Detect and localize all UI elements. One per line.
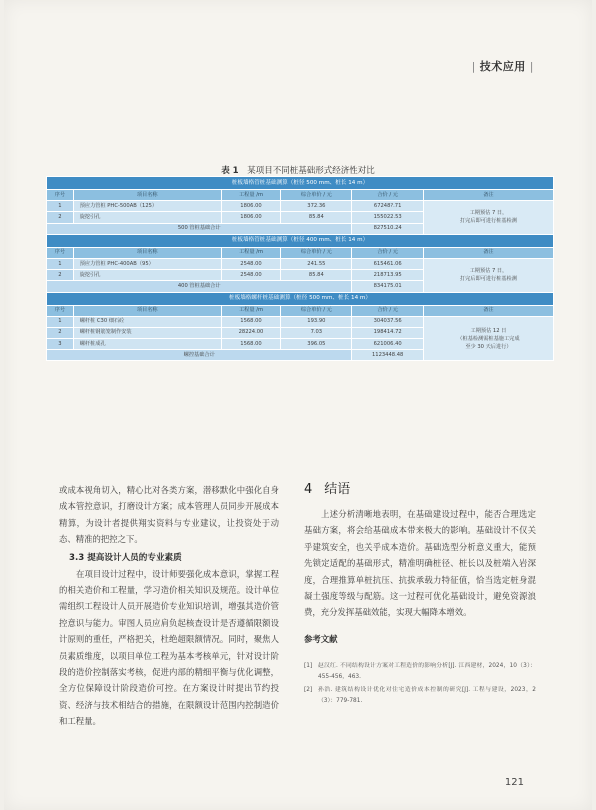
row-total: 155022.53	[352, 212, 423, 223]
row-qty: 1568.00	[221, 316, 281, 327]
subsection-heading: 3.3 提高设计人员的专业素质	[69, 552, 182, 563]
reference-number: [2]	[304, 687, 313, 694]
reference-text: 赵汉红. 不同结构设计方案对工程造价的影响分析[J]. 江西建材，2024，10（3）：455-456，463.	[318, 663, 536, 681]
row-price: 7.03	[281, 327, 352, 338]
subtotal-label: 螺控基础合计	[47, 350, 352, 361]
col-header: 备注	[423, 305, 553, 316]
col-header: 项目名称	[73, 190, 221, 201]
col-header: 综合单价 / 元	[281, 190, 352, 201]
row-qty: 1806.00	[221, 212, 281, 223]
row-total: 615461.06	[352, 258, 423, 269]
col-header: 备注	[423, 190, 553, 201]
table-row	[47, 258, 554, 269]
row-price: 85.84	[281, 212, 352, 223]
body-paragraph: 在项目设计过程中，设计师要强化成本意识，掌握工程的相关造价和工程量，学习造价相关知识及规范。设计单位需组织工程设计人员开展造价专业知识培训，增强其造价管控意识与能力。审图人员应肩负起核查设计是否遵循限额设计原则的重任，严格把关，杜绝超限额情况。同时，聚焦人员素质维度，以项目单位工程为基本考核单元，针对设计阶段的造价控制落实考核，促进内部的精细平衡与优化调整，全方位保障设计阶段造价可控。在方案设计时提出节约投资、经济与技术相结合的措施，在限额设计范围内控制造价和工程量。	[59, 568, 279, 727]
row-note	[423, 201, 553, 235]
col-header: 合价 / 元	[352, 190, 423, 201]
col-header: 项目名称	[73, 305, 221, 316]
subtotal-label: 500 管桩基础合计	[47, 223, 352, 234]
left-column	[59, 482, 279, 730]
col-header: 序号	[47, 305, 74, 316]
body-paragraph: 上述分析清晰地表明，在基础建设过程中，能否合理选定基础方案，将会给基础成本带来极大的影响。基础设计不仅关乎建筑安全，也关乎成本造价。基础选型分析意义重大，能预先锁定适配的基础形式，精准明确桩径、桩长以及桩端入岩深度，合理推算单桩抗压、抗拔承载力特征值，恰当选定桩身混凝土强度等级与配筋。这一过程可优化基础设计，避免资源浪费，充分发挥基础效能，实现大幅降本增效。	[304, 509, 536, 618]
note-line: （桩基检测需桩基施工完成	[457, 335, 520, 342]
col-header: 序号	[47, 190, 74, 201]
row-price: 396.05	[281, 339, 352, 350]
row-total: 304037.56	[352, 316, 423, 327]
section-heading-text: 结语	[324, 482, 351, 497]
row-qty: 1568.00	[221, 339, 281, 350]
section-number: 4	[304, 482, 313, 497]
reference-number: [1]	[304, 663, 313, 670]
table-caption	[4, 164, 592, 176]
row-qty: 28224.00	[221, 327, 281, 338]
col-header: 序号	[47, 247, 74, 258]
note-line: 工期预估 7 日，	[469, 268, 508, 275]
row-total: 198414.72	[352, 327, 423, 338]
reference-item	[304, 661, 536, 683]
references-heading: 参考文献	[304, 633, 338, 644]
row-no: 2	[47, 327, 74, 338]
section-title: 桩板墙格螺杆桩基础测算（桩径 500 mm、桩长 14 m）	[47, 292, 554, 305]
note-line: 至少 30 天后进行）	[465, 343, 512, 350]
row-total: 67248?.71	[352, 201, 423, 212]
row-note	[423, 258, 553, 292]
body-paragraph: 或成本视角切入，精心比对各类方案，潜移默化中强化自身成本管控意识，打磨设计方案；成本管理人员同步开展成本精算，为设计者提供翔实资料与专业建议，让投资处于动态、精准的把控之下。	[59, 485, 279, 545]
section-title: 桩板墙格管桩基础测算（桩径 400 mm、桩长 14 m）	[47, 234, 554, 247]
table-number: 表 1	[221, 166, 239, 176]
row-total: 621006.40	[352, 339, 423, 350]
row-name: 螺杆桩成孔	[73, 339, 221, 350]
row-name: 螺杆桩 C30 细石砼	[73, 316, 221, 327]
row-no: 2	[47, 212, 74, 223]
col-header: 项目名称	[73, 247, 221, 258]
section-label: 技术应用	[479, 60, 526, 73]
col-header: 工程量 /m	[221, 190, 281, 201]
note-line: 工期预估 12 日	[470, 327, 507, 334]
reference-text: 孙浩. 建筑结构设计优化对住宅造价成本控制的研究[J]. 工程与建设，2023，2（3）：779-781.	[318, 687, 536, 705]
table-row	[47, 316, 554, 327]
row-no: 1	[47, 201, 74, 212]
row-qty: 1806.00	[221, 201, 281, 212]
row-note	[423, 316, 553, 361]
note-line: 打完后即可进行桩基检测	[459, 276, 517, 283]
section-title: 桩板墙格管桩基础测算（桩径 500 mm、桩长 14 m）	[47, 177, 554, 190]
row-name: 预应力管桩 PHC-400AB（95）	[73, 258, 221, 269]
subtotal-value: 827510.24	[352, 223, 423, 234]
row-total: 218713.95	[352, 270, 423, 281]
col-header: 合价 / 元	[352, 247, 423, 258]
col-header: 工程量 /m	[221, 305, 281, 316]
row-no: 3	[47, 339, 74, 350]
table-row	[47, 201, 554, 212]
col-header: 工程量 /m	[221, 247, 281, 258]
row-price: 241.55	[281, 258, 352, 269]
reference-item	[304, 685, 536, 707]
row-price: 85.84	[281, 270, 352, 281]
page	[4, 0, 592, 810]
right-column	[304, 478, 536, 707]
note-line: 打完后即可进行桩基检测	[459, 218, 517, 225]
table-caption-text: 某项目不同桩基础形式经济性对比	[247, 166, 375, 176]
row-name: 预应力管桩 PHC-500AB（125）	[73, 201, 221, 212]
cost-comparison-table	[46, 176, 554, 361]
page-number: 121	[504, 777, 524, 788]
col-header: 备注	[423, 247, 553, 258]
row-price: 372.36	[281, 201, 352, 212]
row-price: 193.90	[281, 316, 352, 327]
col-header: 综合单价 / 元	[281, 247, 352, 258]
row-qty: 2548.00	[221, 270, 281, 281]
row-qty: 2548.00	[221, 258, 281, 269]
row-name: 旋挖引孔	[73, 212, 221, 223]
note-line: 工期预估 7 日，	[469, 210, 508, 217]
subtotal-label: 400 管桩基础合计	[47, 281, 352, 292]
col-header: 综合单价 / 元	[281, 305, 352, 316]
section-heading	[304, 478, 536, 502]
column-header: | 技术应用 |	[471, 60, 534, 73]
col-header: 合价 / 元	[352, 305, 423, 316]
subtotal-value: 1123448.48	[352, 350, 423, 361]
subtotal-value: 834175.01	[352, 281, 423, 292]
row-name: 旋挖引孔	[73, 270, 221, 281]
row-no: 2	[47, 270, 74, 281]
row-name: 螺杆桩钢筋笼制作安装	[73, 327, 221, 338]
row-no: 1	[47, 258, 74, 269]
row-no: 1	[47, 316, 74, 327]
